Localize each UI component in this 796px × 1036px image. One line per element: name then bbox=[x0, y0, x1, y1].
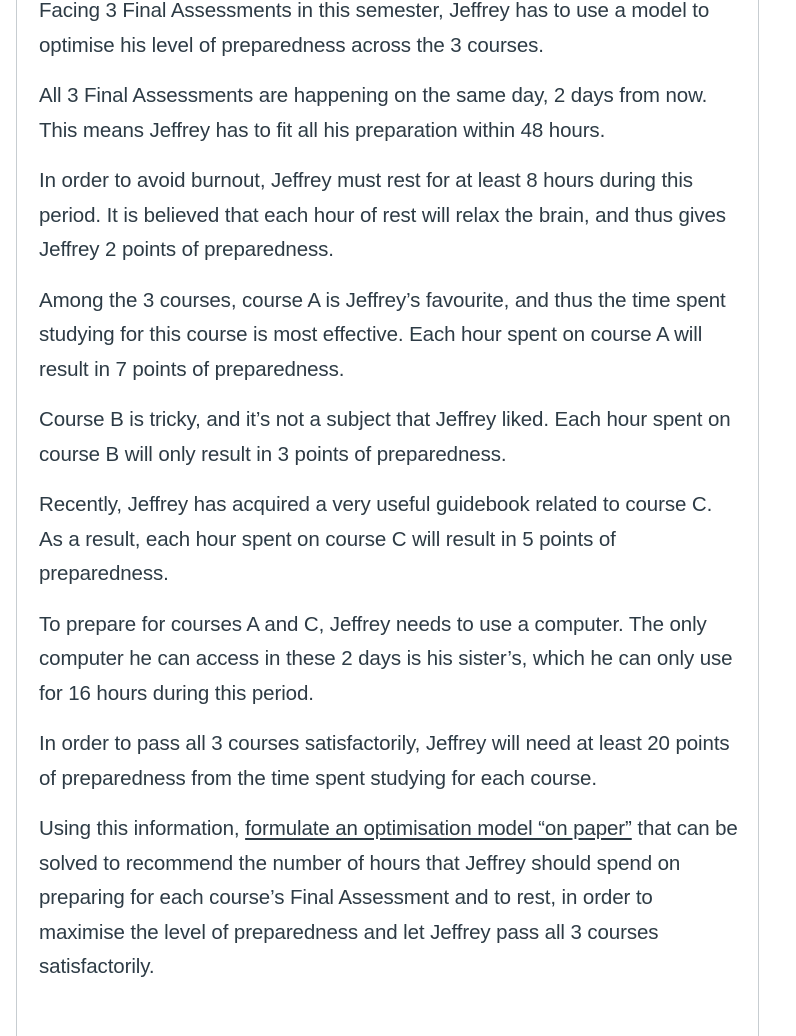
paragraph-course-c: Recently, Jeffrey has acquired a very useful guidebook related to course C. As a result, each hour spent on course C will result in 5 points of preparedness. bbox=[39, 493, 713, 585]
task-lead-text: Using this information, bbox=[39, 817, 246, 840]
paragraph-task bbox=[39, 812, 739, 985]
paragraph-computer: To prepare for courses A and C, Jeffrey needs to use a computer. The only computer he can access in these 2 days is his sister’s, which he can only use for 16 hours during this period. bbox=[39, 612, 733, 705]
paragraph-rest: In order to avoid burnout, Jeffrey must rest for at least 8 hours during this period. It is believed that each hour of rest will relax the brain, and thus gives Jeffrey 2 points of preparedness. bbox=[39, 169, 726, 261]
task-emphasis: formulate an optimisation model “on paper” bbox=[245, 817, 632, 840]
task-rest-text: that can be solved to recommend the number of hours that Jeffrey should spend on preparing for each course’s Final Assessment and to rest, in order to maximise the level of preparedness and let Jeffrey pass all 3 courses satisfactorily. bbox=[39, 817, 738, 978]
question-text bbox=[39, 0, 739, 1001]
paragraph-course-b: Course B is tricky, and it’s not a subject that Jeffrey liked. Each hour spent on course B will only result in 3 points of preparedness. bbox=[39, 408, 731, 466]
paragraph-timeframe: All 3 Final Assessments are happening on the same day, 2 days from now. This means Jeffrey has to fit all his preparation within 48 hours. bbox=[39, 84, 708, 142]
paragraph-intro: Facing 3 Final Assessments in this semester, Jeffrey has to use a model to optimise his level of preparedness across the 3 courses. bbox=[39, 0, 710, 57]
paragraph-course-a: Among the 3 courses, course A is Jeffrey’s favourite, and thus the time spent studying for this course is most effective. Each hour spent on course A will result in 7 points of preparedness. bbox=[39, 288, 726, 381]
paragraph-pass-requirement: In order to pass all 3 courses satisfactorily, Jeffrey will need at least 20 points of preparedness from the time spent studying for each course. bbox=[39, 732, 730, 790]
